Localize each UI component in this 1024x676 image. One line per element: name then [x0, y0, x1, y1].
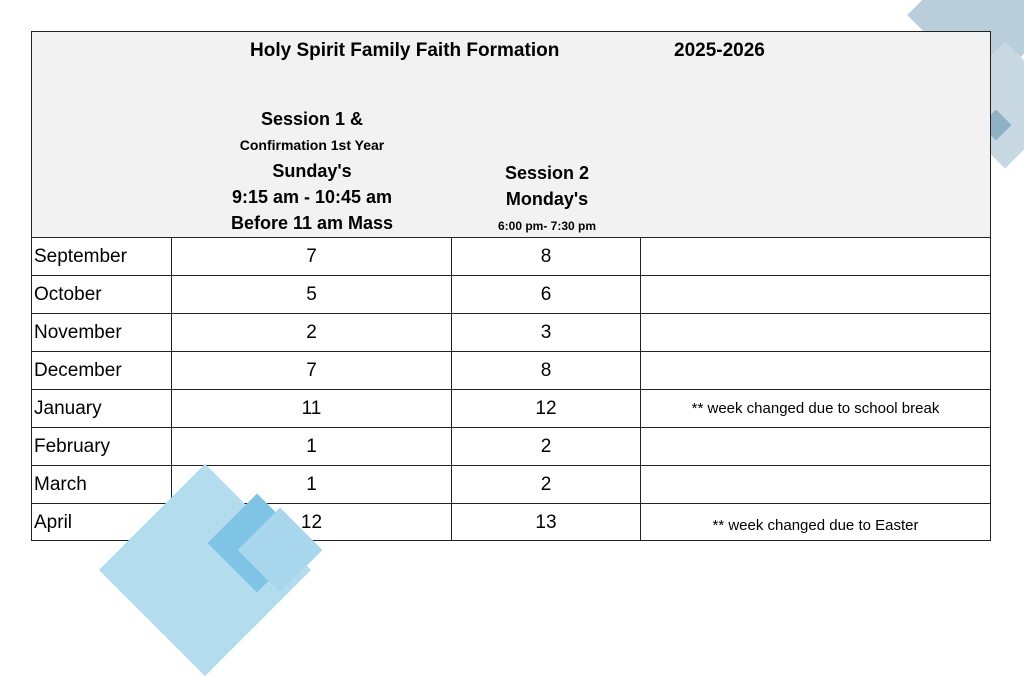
session1-note: Before 11 am Mass — [230, 213, 394, 233]
month-cell: November — [32, 314, 172, 351]
note-cell — [641, 466, 990, 503]
note-cell: ** week changed due to Easter — [712, 517, 919, 534]
note-cell — [641, 428, 990, 465]
session2-date-cell: 8 — [452, 352, 641, 389]
schedule-table — [31, 31, 991, 541]
note-cell — [641, 352, 990, 389]
month-cell: February — [32, 428, 172, 465]
month-cell: April — [32, 504, 172, 541]
table-row — [32, 314, 990, 352]
session1-title: Session 1 & — [260, 109, 364, 129]
session2-date-cell: 13 — [452, 504, 641, 541]
session1-day: Sunday's — [272, 161, 352, 181]
session2-title: Session 2 — [504, 163, 590, 183]
session1-date-cell: 5 — [172, 276, 452, 313]
table-row — [32, 390, 990, 428]
session1-time: 9:15 am - 10:45 am — [231, 187, 393, 207]
session1-subtitle: Confirmation 1st Year — [239, 137, 385, 153]
page-title: Holy Spirit Family Faith Formation — [250, 40, 560, 61]
table-row — [32, 276, 990, 314]
session2-date-cell: 2 — [452, 428, 641, 465]
month-cell: September — [32, 238, 172, 275]
table-row — [32, 238, 990, 276]
session2-time: 6:00 pm- 7:30 pm — [497, 219, 597, 233]
session1-date-cell: 7 — [172, 238, 452, 275]
session1-header — [182, 106, 442, 236]
session2-date-cell: 8 — [452, 238, 641, 275]
session2-date-cell: 12 — [452, 390, 641, 427]
month-cell: December — [32, 352, 172, 389]
school-year: 2025-2026 — [674, 40, 765, 61]
session1-date-cell: 11 — [172, 390, 452, 427]
session2-day: Monday's — [505, 189, 589, 209]
note-cell — [641, 238, 990, 275]
session2-date-cell: 3 — [452, 314, 641, 351]
session2-header — [452, 160, 642, 240]
note-cell: ** week changed due to school break — [691, 400, 940, 417]
table-row — [32, 428, 990, 466]
table-row — [32, 352, 990, 390]
note-cell — [641, 314, 990, 351]
session1-date-cell: 1 — [172, 428, 452, 465]
session1-date-cell: 1 — [172, 466, 452, 503]
session1-date-cell: 2 — [172, 314, 452, 351]
month-cell: October — [32, 276, 172, 313]
session2-date-cell: 6 — [452, 276, 641, 313]
month-cell: January — [32, 390, 172, 427]
month-cell: March — [32, 466, 172, 503]
note-cell — [641, 276, 990, 313]
session2-date-cell: 2 — [452, 466, 641, 503]
session1-date-cell: 12 — [172, 504, 452, 541]
table-header — [32, 32, 990, 238]
session1-date-cell: 7 — [172, 352, 452, 389]
